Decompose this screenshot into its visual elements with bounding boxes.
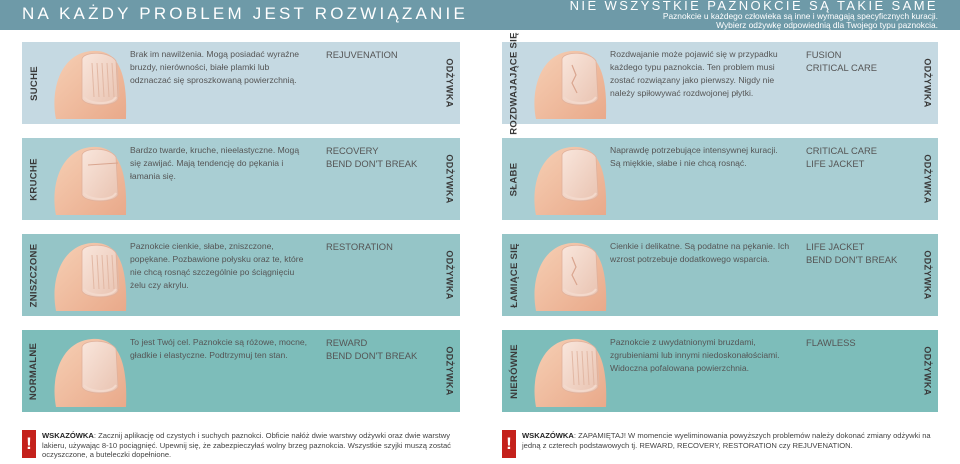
nail-type-strip — [502, 330, 526, 412]
nail-type-strip — [502, 138, 526, 220]
nail-card — [22, 234, 460, 316]
product-name: BEND DON'T BREAK — [326, 158, 418, 169]
nail-card — [502, 330, 938, 412]
nail-card — [502, 138, 938, 220]
product-name: FUSION — [806, 49, 842, 60]
product-name: CRITICAL CARE — [806, 62, 878, 73]
nail-illustration — [48, 143, 130, 215]
nail-description: Brak im nawilżenia. Mogą posiadać wyraźne bruzdy, nierówności, białe plamki lub odznaczać się sproszkowaną powierzchnią. — [130, 49, 300, 85]
tip-right — [502, 428, 938, 462]
nail-illustration — [48, 335, 130, 407]
nail-card — [22, 42, 460, 124]
tip-right-label: WSKAZÓWKA — [522, 431, 574, 440]
nail-type-strip — [22, 138, 46, 220]
nail-description: Naprawdę potrzebujące intensywnej kuracji. Są miękkie, słabe i nie chcą rosnąć. — [610, 145, 778, 168]
nail-card — [22, 330, 460, 412]
product-tag-strip — [918, 42, 938, 124]
nail-type-label: ZNISZCZONE — [28, 243, 40, 307]
product-tag-strip — [918, 330, 938, 412]
nail-card — [502, 31, 938, 135]
nail-illustration — [528, 239, 610, 311]
product-name: LIFE JACKET — [806, 158, 865, 169]
product-name: FLAWLESS — [806, 337, 856, 348]
nail-type-label: NIERÓWNE — [508, 343, 520, 399]
product-name: BEND DON'T BREAK — [326, 350, 418, 361]
nail-card — [502, 234, 938, 316]
tip-left-label: WSKAZÓWKA — [42, 431, 94, 440]
product-tag-label: ODŻYWKA — [445, 250, 456, 300]
tip-right-body: : ZAPAMIĘTAJ! W momencie wyeliminowania powyższych problemów należy dokonać zmiany odżywki na jedną z czterech podstawowych tj. REWARD, RECOVERY, RESTORATION czy REJUVENATION. — [522, 431, 931, 450]
product-tag-strip — [440, 330, 460, 412]
product-tag-label: ODŻYWKA — [445, 346, 456, 396]
nail-type-label: NORMALNE — [28, 342, 40, 400]
nail-type-strip — [502, 31, 526, 135]
recommended-products — [326, 144, 454, 170]
recommended-products — [806, 48, 934, 74]
recommended-products — [326, 48, 454, 61]
page-title: NA KAŻDY PROBLEM JEST ROZWIĄZANIE — [22, 4, 468, 23]
nail-illustration — [528, 143, 610, 215]
header-banner — [0, 0, 960, 30]
product-tag-strip — [918, 234, 938, 316]
product-name: LIFE JACKET — [806, 241, 865, 252]
product-tag-label: ODŻYWKA — [923, 346, 934, 396]
product-name: RECOVERY — [326, 145, 379, 156]
nail-type-label: ROZDWAJAJĄCE SIĘ — [508, 31, 520, 135]
product-tag-label: ODŻYWKA — [923, 250, 934, 300]
nail-illustration — [48, 47, 130, 119]
recommended-products — [806, 144, 934, 170]
tip-left — [22, 428, 462, 462]
nail-type-strip — [22, 42, 46, 124]
product-tag-strip — [440, 138, 460, 220]
recommended-products — [806, 240, 934, 266]
warning-icon: ! — [22, 430, 36, 458]
nail-type-strip — [22, 234, 46, 316]
nail-type-label: KRUCHE — [28, 157, 40, 201]
product-tag-label: ODŻYWKA — [445, 58, 456, 108]
tip-right-text — [522, 431, 938, 450]
nail-type-strip — [22, 330, 46, 412]
warning-icon: ! — [502, 430, 516, 458]
nail-description: Bardzo twarde, kruche, nieelastyczne. Mogą się zawijać. Mają tendencję do pękania i łamania się. — [130, 145, 300, 181]
product-name: REWARD — [326, 337, 368, 348]
nail-type-label: SUCHE — [28, 65, 40, 101]
nail-description: To jest Twój cel. Paznokcie są różowe, mocne, gładkie i elastyczne. Podtrzymuj ten stan. — [130, 337, 308, 360]
recommended-products — [326, 336, 454, 362]
header-line-1: Paznokcie u każdego człowieka są inne i wymagają specyficznych kuracji. — [662, 11, 938, 21]
nail-illustration — [528, 47, 610, 119]
product-name: CRITICAL CARE — [806, 145, 878, 156]
header-line-2: Wybierz odżywkę odpowiednią dla Twojego typu paznokcia. — [716, 20, 938, 30]
nail-description: Cienkie i delikatne. Są podatne na pękanie. Ich wzrost potrzebuje dodatkowego wsparcia. — [610, 241, 790, 264]
nail-card — [22, 138, 460, 220]
nail-description: Paznokcie cienkie, słabe, zniszczone, popękane. Pozbawione połysku oraz te, które nie chcą rosnąć szczególnie po ściągnięciu żelu czy akrylu. — [130, 241, 304, 290]
recommended-products — [806, 336, 934, 349]
nail-type-label: SŁABE — [508, 162, 520, 196]
product-tag-strip — [440, 42, 460, 124]
product-tag-label: ODŻYWKA — [445, 154, 456, 204]
product-name: REJUVENATION — [326, 49, 398, 60]
product-tag-label: ODŻYWKA — [923, 58, 934, 108]
product-name: RESTORATION — [326, 241, 393, 252]
product-tag-strip — [918, 138, 938, 220]
header-intro — [570, 0, 938, 30]
nail-type-strip — [502, 234, 526, 316]
tip-left-body: : Zacznij aplikację od czystych i suchych paznokci. Obficie nałóż dwie warstwy odżywki oraz dwie warstwy lakieru, używając 8-10 pociągnięć. Upewnij się, że zabezpieczyłaś wolny brzeg paznokcia. Wszystkie szyjki muszą zostać oczyszczone, a buteleczki dopełnione. — [42, 431, 451, 459]
product-tag-label: ODŻYWKA — [923, 154, 934, 204]
header-subtitle: NIE WSZYSTKIE PAZNOKCIE SĄ TAKIE SAME — [569, 0, 938, 13]
nail-description: Rozdwajanie może pojawić się w przypadku każdego typu paznokcia. Ten problem musi zostać rozwiązany jako pierwszy. Nigdy nie należy spiłowywać rozdwojonej płytki. — [610, 49, 778, 98]
nail-illustration — [48, 239, 130, 311]
nail-type-label: ŁAMIĄCE SIĘ — [508, 242, 520, 308]
tip-left-text — [42, 431, 462, 460]
nail-illustration — [528, 335, 610, 407]
recommended-products — [326, 240, 454, 253]
nail-description: Paznokcie z uwydatnionymi bruzdami, zgrubieniami lub innymi niedoskonałościami. Widoczna pofalowana powierzchnia. — [610, 337, 780, 373]
product-name: BEND DON'T BREAK — [806, 254, 898, 265]
product-tag-strip — [440, 234, 460, 316]
